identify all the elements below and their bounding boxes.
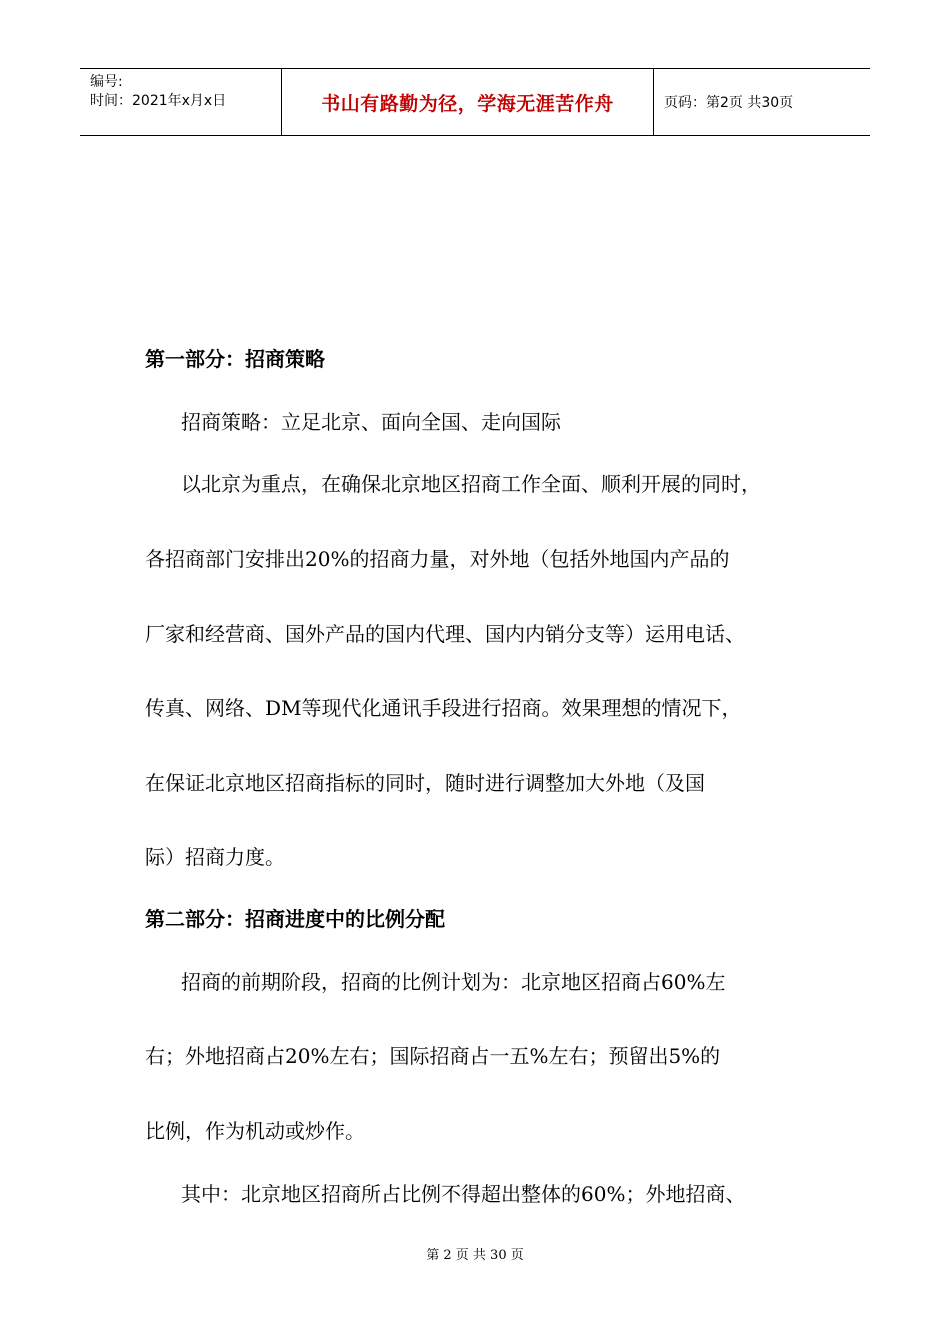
header-meta-cell <box>80 69 282 135</box>
paragraph-line: 各招商部门安排出20%的招商力量，对外地（包括外地国内产品的 <box>145 547 730 571</box>
page-footer: 第 2 页 共 30 页 <box>426 1248 524 1263</box>
serial-number-label: 编号: <box>90 74 123 90</box>
paragraph-line: 厂家和经营商、国外产品的国内代理、国内内销分支等）运用电话、 <box>145 622 745 646</box>
paragraph-line: 以北京为重点，在确保北京地区招商工作全面、顺利开展的同时， <box>181 472 761 496</box>
paragraph-line: 比例，作为机动或炒作。 <box>145 1119 365 1143</box>
header-page-info: 页码：第2页 共30页 <box>664 95 794 111</box>
section-heading-1: 第一部分：招商策略 <box>145 347 325 371</box>
paragraph-line: 在保证北京地区招商指标的同时，随时进行调整加大外地（及国 <box>145 771 705 795</box>
paragraph-line: 招商策略：立足北京、面向全国、走向国际 <box>181 410 561 434</box>
paragraph-line: 际）招商力度。 <box>145 845 285 869</box>
document-header <box>80 68 870 136</box>
section-heading-2: 第二部分：招商进度中的比例分配 <box>145 907 445 931</box>
paragraph-line: 其中：北京地区招商所占比例不得超出整体的60%；外地招商、 <box>181 1182 746 1206</box>
header-motto: 书山有路勤为径，学海无涯苦作舟 <box>282 69 654 135</box>
paragraph-line: 招商的前期阶段，招商的比例计划为：北京地区招商占60%左 <box>181 970 726 994</box>
date-label: 时间：2021年x月x日 <box>90 93 227 109</box>
paragraph-line: 传真、网络、DM等现代化通讯手段进行招商。效果理想的情况下， <box>145 696 742 720</box>
paragraph-line: 右；外地招商占20%左右；国际招商占一五%左右；预留出5%的 <box>145 1044 721 1068</box>
